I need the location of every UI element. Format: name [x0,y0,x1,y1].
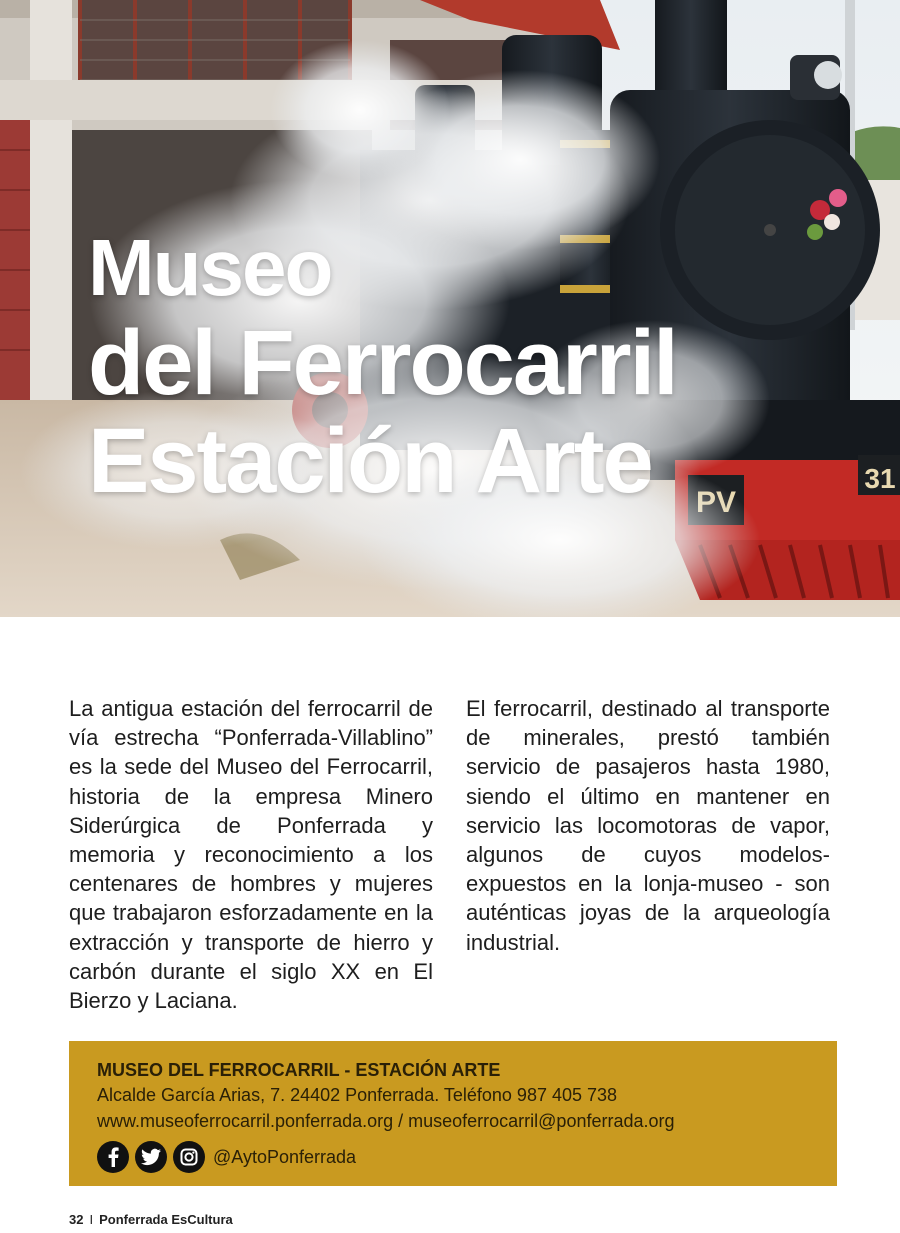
twitter-icon[interactable] [135,1141,167,1173]
info-box-title: MUSEO DEL FERROCARRIL - ESTACIÓN ARTE [97,1060,501,1080]
social-links [97,1141,837,1173]
body-text-left-column: La antigua estación del ferrocarril de vía estrecha “Ponferrada-Villablino” es la sede del Museo del Ferrocarril, historia de la empresa Minero Siderúrgica de Ponferrada y memoria y reconocimiento a los centenares de hombres y mujeres que trabajaron esforzadamente en la extracción y transporte de hierro y carbón durante el siglo XX en El Bierzo y Laciana. [69,696,433,1014]
facebook-icon[interactable] [97,1141,129,1173]
body-text-right-column: El ferrocarril, destinado al transporte de minerales, prestó también servicio de pasajeros hasta 1980, siendo el último en mantener en servicio las locomotoras de vapor, algunos de cuyos modelos- expuestos en la lonja-museo - son auténticas joyas de la arqueología industrial. [466,696,830,955]
footer-separator: I [89,1212,94,1227]
address-line: Alcalde García Arias, 7. 24402 Ponferrada. Teléfono 987 405 738 [97,1085,618,1105]
title-line-3: Estación Arte [88,410,652,512]
social-handle[interactable]: @AytoPonferrada [213,1146,357,1167]
title-line-2: del Ferrocarril [88,312,677,414]
page-footer [69,1212,233,1227]
web-email-line[interactable]: www.museoferrocarril.ponferrada.org / museoferrocarril@ponferrada.org [97,1111,675,1131]
page-number: 32 [69,1212,84,1227]
page-title [88,222,677,510]
title-line-1: Museo [88,223,332,312]
instagram-icon[interactable] [173,1141,205,1173]
contact-info-box [69,1041,837,1186]
locomotive-number: 31 [864,463,896,494]
publication-name: Ponferrada EsCultura [99,1212,233,1227]
